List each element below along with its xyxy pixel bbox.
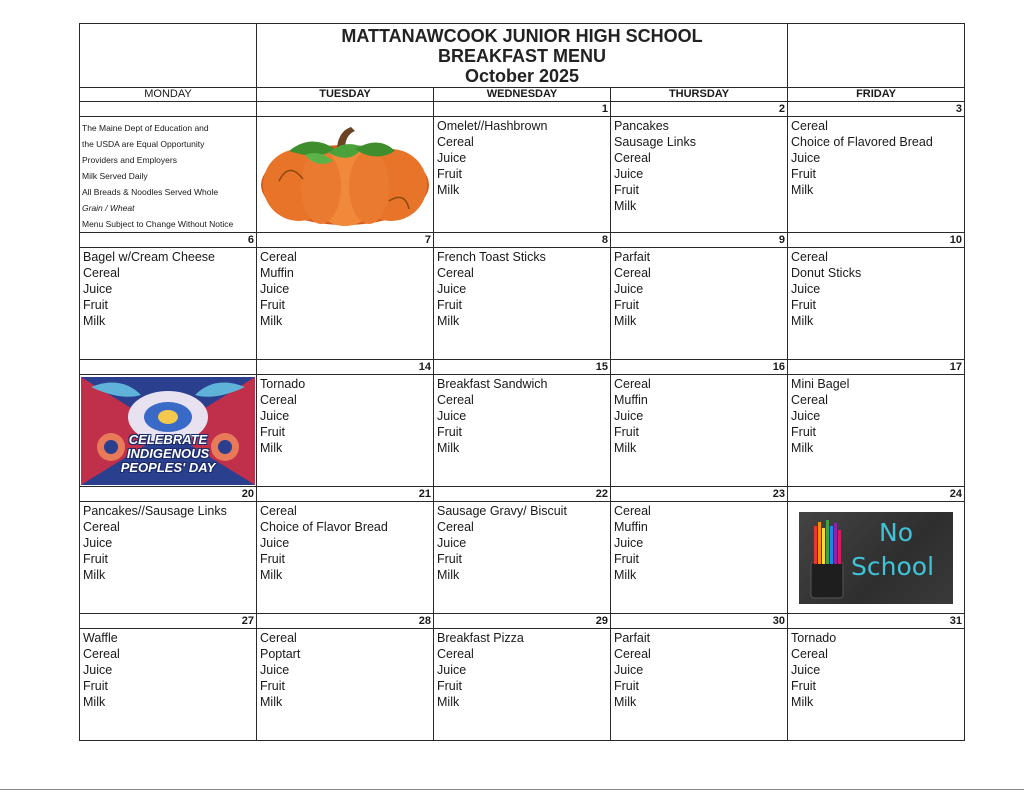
date-number: 3 [788, 102, 965, 117]
menu-cell [611, 502, 788, 614]
menu-item: Juice [83, 536, 113, 550]
menu-cell [80, 629, 257, 741]
menu-item: Fruit [437, 167, 462, 181]
menu-item: Cereal [437, 266, 474, 280]
menu-item: Cereal [614, 266, 651, 280]
pumpkin-cell [257, 117, 434, 233]
date-number: 17 [788, 360, 965, 375]
month-label: October 2025 [464, 66, 580, 86]
menu-item: Milk [260, 695, 283, 709]
date-number: 16 [611, 360, 788, 375]
menu-cell [434, 117, 611, 233]
no-school-cell [788, 502, 965, 614]
menu-cell [80, 502, 257, 614]
menu-item: Fruit [260, 552, 285, 566]
menu-item: Cereal [614, 647, 651, 661]
menu-item: Milk [83, 314, 106, 328]
menu-item: Fruit [260, 298, 285, 312]
menu-item: Tornado [791, 631, 837, 645]
date-number: 27 [80, 614, 257, 629]
menu-item: Milk [83, 695, 106, 709]
date-number: 10 [788, 233, 965, 248]
menu-item: Cereal [791, 393, 828, 407]
page-title [257, 24, 788, 88]
page-bottom-rule [0, 789, 1024, 790]
indigenous-caption: INDIGENOUS [126, 446, 210, 461]
menu-cell [257, 629, 434, 741]
menu-cell [611, 375, 788, 487]
menu-item: Choice of Flavor Bread [260, 520, 388, 534]
menu-item: Cereal [791, 647, 828, 661]
menu-cell [434, 629, 611, 741]
note-line: The Maine Dept of Education and [82, 123, 209, 133]
menu-item: Juice [614, 409, 644, 423]
date-number: 1 [434, 102, 611, 117]
menu-item: Choice of Flavored Bread [791, 135, 933, 149]
menu-item: Milk [437, 314, 460, 328]
date-number: 22 [434, 487, 611, 502]
menu-item: Milk [614, 314, 637, 328]
menu-cell [434, 375, 611, 487]
date-number: 21 [257, 487, 434, 502]
no-school-caption: School [851, 551, 935, 581]
menu-item: Juice [260, 663, 290, 677]
header-blank-right [788, 24, 965, 88]
menu-item: Fruit [83, 679, 108, 693]
menu-item: Breakfast Sandwich [437, 377, 548, 391]
menu-item: Cereal [437, 647, 474, 661]
note-line: Grain / Wheat [82, 203, 135, 213]
no-school-caption: No [879, 517, 914, 547]
menu-item: Milk [437, 695, 460, 709]
date-number: 30 [611, 614, 788, 629]
menu-item: Juice [437, 409, 467, 423]
day-monday: MONDAY [80, 88, 257, 102]
menu-item: Juice [791, 409, 821, 423]
menu-item: Fruit [614, 679, 639, 693]
menu-item: Juice [614, 536, 644, 550]
menu-item: Cereal [614, 504, 651, 518]
menu-item: Juice [260, 282, 290, 296]
menu-cell [788, 629, 965, 741]
menu-cell [788, 248, 965, 360]
menu-item: Juice [791, 282, 821, 296]
menu-cell [434, 248, 611, 360]
menu-item: Milk [437, 441, 460, 455]
day-wednesday: WEDNESDAY [434, 88, 611, 102]
menu-item: Muffin [614, 520, 648, 534]
menu-cell [257, 502, 434, 614]
menu-item: Cereal [260, 250, 297, 264]
date-number [80, 360, 257, 375]
menu-item: Fruit [437, 552, 462, 566]
menu-item: Juice [437, 536, 467, 550]
menu-item: French Toast Sticks [437, 250, 546, 264]
menu-item: Milk [791, 441, 814, 455]
date-number: 29 [434, 614, 611, 629]
menu-item: Fruit [791, 679, 817, 693]
menu-item: Milk [437, 568, 460, 582]
day-thursday: THURSDAY [611, 88, 788, 102]
menu-item: Milk [83, 568, 106, 582]
menu-item: Waffle [83, 631, 118, 645]
menu-item: Cereal [260, 631, 297, 645]
menu-item: Juice [791, 663, 821, 677]
menu-item: Cereal [614, 377, 651, 391]
pumpkin-image [259, 121, 431, 229]
menu-item: Pancakes//Sausage Links [83, 504, 227, 518]
menu-item: Milk [791, 314, 814, 328]
menu-item: Milk [614, 441, 637, 455]
menu-item: Cereal [614, 151, 651, 165]
menu-cell [611, 117, 788, 233]
menu-item: Cereal [437, 393, 474, 407]
menu-item: Cereal [83, 520, 120, 534]
menu-item: Fruit [260, 679, 285, 693]
menu-item: Milk [437, 183, 460, 197]
menu-item: Tornado [260, 377, 306, 391]
note-line: Menu Subject to Change Without Notice [82, 219, 234, 229]
menu-item: Juice [260, 409, 290, 423]
menu-item: Juice [614, 167, 644, 181]
menu-cell [80, 248, 257, 360]
menu-cell [788, 375, 965, 487]
menu-item: Juice [437, 663, 467, 677]
menu-item: Juice [83, 282, 113, 296]
date-number: 28 [257, 614, 434, 629]
menu-item: Milk [614, 695, 637, 709]
menu-item: Sausage Links [614, 135, 697, 149]
menu-item: Muffin [260, 266, 294, 280]
menu-item: Parfait [614, 250, 651, 264]
date-number: 8 [434, 233, 611, 248]
menu-item: Pancakes [614, 119, 669, 133]
menu-item: Fruit [614, 425, 639, 439]
menu-item: Fruit [437, 298, 462, 312]
date-number: 7 [257, 233, 434, 248]
menu-item: Juice [260, 536, 290, 550]
menu-name: BREAKFAST MENU [438, 46, 607, 66]
date-number: 2 [611, 102, 788, 117]
note-line: the USDA are Equal Opportunity [82, 139, 205, 149]
menu-cell [788, 117, 965, 233]
menu-item: Juice [437, 151, 467, 165]
menu-item: Cereal [437, 520, 474, 534]
date-number: 20 [80, 487, 257, 502]
menu-cell [611, 248, 788, 360]
indigenous-caption: CELEBRATE [128, 432, 208, 447]
day-friday: FRIDAY [788, 88, 965, 102]
menu-item: Fruit [791, 298, 817, 312]
calendar [79, 23, 964, 737]
menu-item: Mini Bagel [791, 377, 850, 391]
menu-item: Cereal [83, 647, 120, 661]
no-school-image [799, 512, 953, 604]
menu-item: Juice [614, 282, 644, 296]
school-name: MATTANAWCOOK JUNIOR HIGH SCHOOL [341, 26, 703, 46]
menu-item: Breakfast Pizza [437, 631, 524, 645]
date-number: 31 [788, 614, 965, 629]
menu-item: Milk [614, 568, 637, 582]
menu-item: Fruit [614, 298, 639, 312]
day-tuesday: TUESDAY [257, 88, 434, 102]
date-number: 6 [80, 233, 257, 248]
menu-item: Juice [83, 663, 113, 677]
date-number: 24 [788, 487, 965, 502]
menu-item: Cereal [791, 250, 828, 264]
menu-item: Cereal [437, 135, 474, 149]
note-line: All Breads & Noodles Served Whole [82, 187, 219, 197]
date-number [80, 102, 257, 117]
menu-item: Milk [260, 441, 283, 455]
menu-item: Muffin [614, 393, 648, 407]
menu-item: Fruit [437, 425, 462, 439]
menu-item: Fruit [83, 552, 108, 566]
menu-item: Fruit [614, 183, 639, 197]
menu-item: Omelet//Hashbrown [437, 119, 548, 133]
menu-item: Milk [260, 314, 283, 328]
menu-item: Milk [791, 183, 814, 197]
menu-cell [257, 375, 434, 487]
menu-cell [611, 629, 788, 741]
indigenous-caption: PEOPLES' DAY [120, 460, 216, 475]
menu-item: Milk [260, 568, 283, 582]
menu-item: Cereal [83, 266, 120, 280]
menu-item: Cereal [260, 393, 297, 407]
date-number: 23 [611, 487, 788, 502]
menu-item: Juice [791, 151, 821, 165]
menu-item: Fruit [791, 167, 817, 181]
menu-item: Fruit [260, 425, 285, 439]
menu-item: Bagel w/Cream Cheese [83, 250, 216, 264]
menu-item: Milk [614, 199, 637, 213]
menu-item: Fruit [83, 298, 108, 312]
menu-item: Parfait [614, 631, 651, 645]
menu-item: Poptart [260, 647, 301, 661]
menu-item: Sausage Gravy/ Biscuit [437, 504, 567, 518]
menu-item: Fruit [437, 679, 462, 693]
menu-item: Donut Sticks [791, 266, 862, 280]
date-number [257, 102, 434, 117]
date-number: 14 [257, 360, 434, 375]
note-line: Milk Served Daily [82, 171, 148, 181]
menu-item: Juice [614, 663, 644, 677]
date-number: 15 [434, 360, 611, 375]
indigenous-day-cell [80, 375, 257, 487]
menu-item: Juice [437, 282, 467, 296]
notes-cell [80, 117, 257, 233]
note-line: Providers and Employers [82, 155, 177, 165]
menu-item: Cereal [791, 119, 828, 133]
menu-item: Fruit [791, 425, 817, 439]
menu-item: Cereal [260, 504, 297, 518]
date-number: 9 [611, 233, 788, 248]
menu-item: Fruit [614, 552, 639, 566]
menu-item: Milk [791, 695, 814, 709]
menu-cell [434, 502, 611, 614]
menu-cell [257, 248, 434, 360]
header-blank-left [80, 24, 257, 88]
pencil-cup-icon [803, 518, 853, 600]
